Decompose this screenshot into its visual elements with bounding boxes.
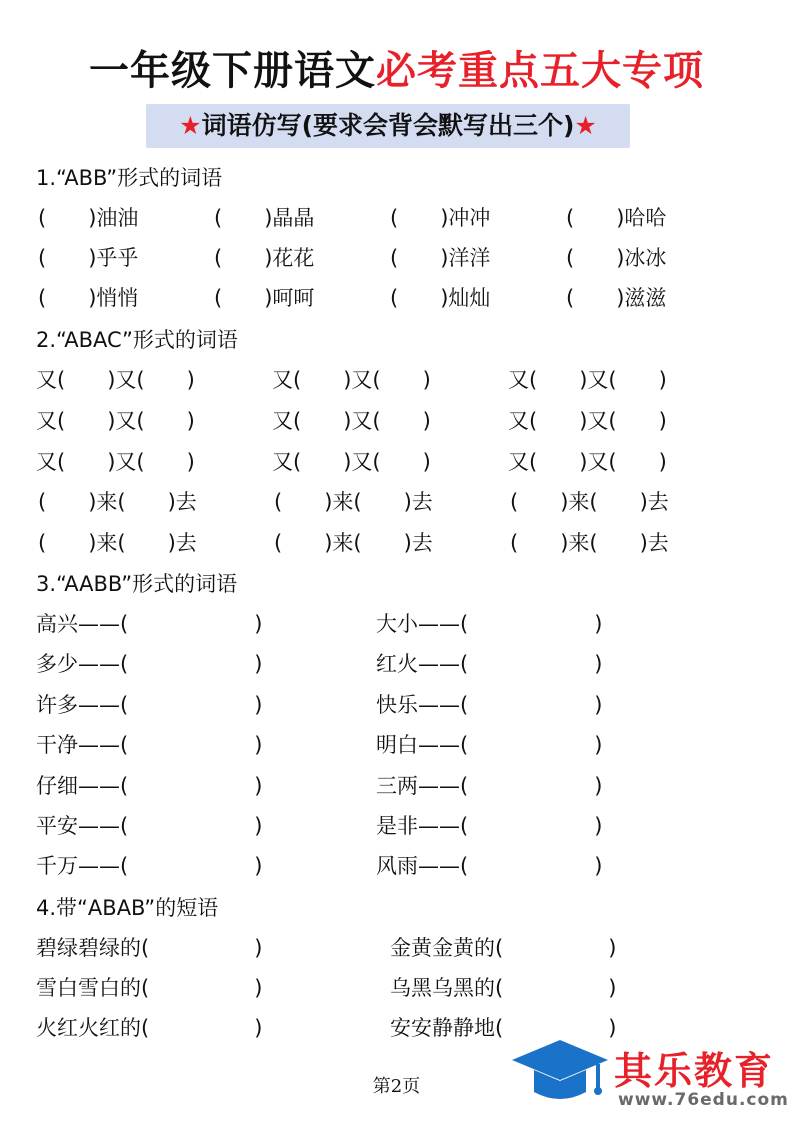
aabb-item: 红火——( ): [376, 652, 603, 676]
aabb-item: 许多——( ): [36, 693, 263, 717]
section3-row: [0, 685, 793, 725]
section-heading: 1.“ABB”形式的词语: [36, 166, 223, 190]
section3-row: [0, 846, 793, 886]
section2-row: [0, 442, 793, 482]
section1-row: [0, 238, 793, 278]
aabb-item: 千万——( ): [36, 854, 263, 878]
section4-row: [0, 968, 793, 1008]
abac-item: 又( )又( ): [36, 450, 195, 474]
section3-row: [0, 604, 793, 644]
abac-item: 又( )又( ): [272, 409, 431, 433]
section2-row: [0, 523, 793, 563]
abac-item: ( )来( )去: [38, 490, 197, 514]
abac-item: ( )来( )去: [38, 531, 197, 555]
abb-item: ( )冲冲: [390, 206, 491, 230]
title-black: 一年级下册语文: [89, 48, 376, 94]
aabb-item: 平安——( ): [36, 814, 263, 838]
abb-item: ( )灿灿: [390, 286, 491, 310]
abb-item: ( )悄悄: [38, 286, 139, 310]
abab-item: 火红火红的( ): [36, 1016, 263, 1040]
abac-item: ( )来( )去: [510, 490, 669, 514]
aabb-item: 仔细——( ): [36, 774, 263, 798]
abb-item: ( )呵呵: [214, 286, 315, 310]
aabb-item: 快乐——( ): [376, 693, 603, 717]
aabb-item: 大小——( ): [376, 612, 603, 636]
section3-row: [0, 725, 793, 765]
section3-row: [0, 766, 793, 806]
section2-row: [0, 401, 793, 441]
abac-item: 又( )又( ): [36, 409, 195, 433]
brand-logo: [510, 1036, 789, 1116]
subtitle-text: 词语仿写(要求会背会默写出三个): [201, 111, 575, 140]
graduation-cap-icon: [510, 1036, 620, 1116]
abac-item: 又( )又( ): [272, 368, 431, 392]
brand-url: www.76edu.com: [618, 1090, 789, 1110]
section4-heading-row: [0, 888, 793, 928]
abac-item: 又( )又( ): [508, 450, 667, 474]
aabb-item: 干净——( ): [36, 733, 263, 757]
abac-item: 又( )又( ): [272, 450, 431, 474]
abac-item: ( )来( )去: [274, 490, 433, 514]
star-icon-left: ★: [179, 111, 202, 140]
abb-item: ( )冰冰: [566, 246, 667, 270]
abab-item: 乌黑乌黑的( ): [390, 976, 617, 1000]
abab-item: 雪白雪白的( ): [36, 976, 263, 1000]
brand-name: 其乐教育: [614, 1049, 775, 1093]
abb-item: ( )滋滋: [566, 286, 667, 310]
aabb-item: 风雨——( ): [376, 854, 603, 878]
section-heading: 3.“AABB”形式的词语: [36, 572, 238, 596]
abac-item: ( )来( )去: [274, 531, 433, 555]
abac-item: 又( )又( ): [36, 368, 195, 392]
abac-item: ( )来( )去: [510, 531, 669, 555]
section3-heading-row: [0, 564, 793, 604]
abac-item: 又( )又( ): [508, 368, 667, 392]
section4-row: [0, 928, 793, 968]
page-number: 第2页: [372, 1076, 421, 1097]
star-icon-right: ★: [574, 111, 597, 140]
abb-item: ( )花花: [214, 246, 315, 270]
section2-row: [0, 360, 793, 400]
section2-heading-row: [0, 320, 793, 360]
aabb-item: 是非——( ): [376, 814, 603, 838]
section3-row: [0, 644, 793, 684]
aabb-item: 三两——( ): [376, 774, 603, 798]
page-title: [0, 44, 793, 98]
section3-row: [0, 806, 793, 846]
abb-item: ( )晶晶: [214, 206, 315, 230]
abb-item: ( )乎乎: [38, 246, 139, 270]
title-red: 必考重点五大专项: [376, 48, 704, 94]
section2-row: [0, 482, 793, 522]
aabb-item: 高兴——( ): [36, 612, 263, 636]
subtitle-banner: [146, 104, 630, 148]
section1-heading-row: [0, 158, 793, 198]
section-heading: 2.“ABAC”形式的词语: [36, 328, 238, 352]
abab-item: 安安静静地( ): [390, 1016, 617, 1040]
section1-row: [0, 278, 793, 318]
aabb-item: 多少——( ): [36, 652, 263, 676]
section-heading: 4.带“ABAB”的短语: [36, 896, 219, 920]
abab-item: 金黄金黄的( ): [390, 936, 617, 960]
abb-item: ( )洋洋: [390, 246, 491, 270]
abb-item: ( )哈哈: [566, 206, 667, 230]
abab-item: 碧绿碧绿的( ): [36, 936, 263, 960]
abb-item: ( )油油: [38, 206, 139, 230]
section1-row: [0, 198, 793, 238]
aabb-item: 明白——( ): [376, 733, 603, 757]
abac-item: 又( )又( ): [508, 409, 667, 433]
